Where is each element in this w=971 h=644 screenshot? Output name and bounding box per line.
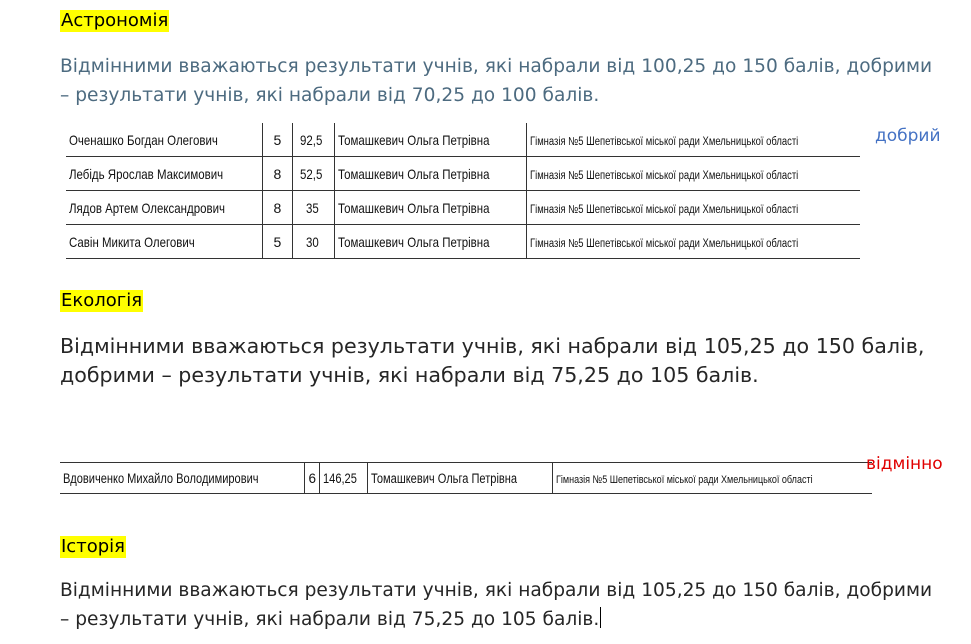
table-row [66, 157, 860, 191]
score-cell: 30 [292, 225, 335, 259]
teacher-cell: Томашкевич Ольга Петрівна [335, 225, 527, 259]
ecology-criteria-text: Відмінними вважаються результати учнів, які набрали від 105,25 до 150 балів, добрими – результати учнів, які набрали від 75,25 до 105 балів. [60, 334, 925, 387]
section-heading-history: Історія [61, 536, 125, 557]
astronomy-results-table [66, 123, 860, 259]
teacher-cell: Томашкевич Ольга Петрівна [368, 463, 553, 494]
teacher-cell: Томашкевич Ольга Петрівна [335, 123, 527, 157]
table-row [60, 463, 872, 494]
school-cell: Гімназія №5 Шепетівської міської ради Хмельницької області [526, 191, 860, 225]
astronomy-grade-label: добрий [875, 126, 941, 146]
table-row [66, 225, 860, 259]
student-name-cell: Лебідь Ярослав Максимович [66, 157, 263, 191]
history-criteria-text: Відмінними вважаються результати учнів, які набрали від 105,25 до 150 балів, добрими – результати учнів, які набрали від 75,25 до 105 балів. [60, 580, 933, 630]
text-cursor [600, 607, 601, 628]
teacher-cell: Томашкевич Ольга Петрівна [335, 191, 527, 225]
section-heading-ecology: Екологія [61, 290, 143, 311]
astronomy-criteria-text: Відмінними вважаються результати учнів, які набрали від 100,25 до 150 балів, добрими – результати учнів, які набрали від 70,25 до 100 балів. [60, 56, 933, 106]
score-cell: 92,5 [292, 123, 335, 157]
student-name-cell: Лядов Артем Олександрович [66, 191, 263, 225]
school-cell: Гімназія №5 Шепетівської міської ради Хмельницької області [526, 225, 860, 259]
ecology-results-table [60, 462, 872, 494]
school-cell: Гімназія №5 Шепетівської міської ради Хмельницької області [526, 157, 860, 191]
class-cell: 5 [263, 123, 292, 157]
student-name-cell: Вдовиченко Михайло Володимирович [60, 463, 305, 494]
school-cell: Гімназія №5 Шепетівської міської ради Хмельницької області [556, 473, 813, 486]
table-row [66, 123, 860, 157]
score-cell: 52,5 [292, 157, 335, 191]
ecology-grade-label: відмінно [866, 454, 943, 474]
student-name-cell: Оченашко Богдан Олегович [66, 123, 263, 157]
student-name-cell: Савін Микита Олегович [66, 225, 263, 259]
school-cell: Гімназія №5 Шепетівської міської ради Хмельницької області [526, 123, 860, 157]
score-cell: 35 [292, 191, 335, 225]
teacher-cell: Томашкевич Ольга Петрівна [335, 157, 527, 191]
class-cell: 5 [263, 225, 292, 259]
score-cell: 146,25 [319, 463, 367, 494]
class-cell: 6 [305, 463, 320, 494]
section-heading-astronomy: Астрономія [61, 10, 169, 31]
table-row [66, 191, 860, 225]
class-cell: 8 [263, 191, 292, 225]
class-cell: 8 [263, 157, 292, 191]
